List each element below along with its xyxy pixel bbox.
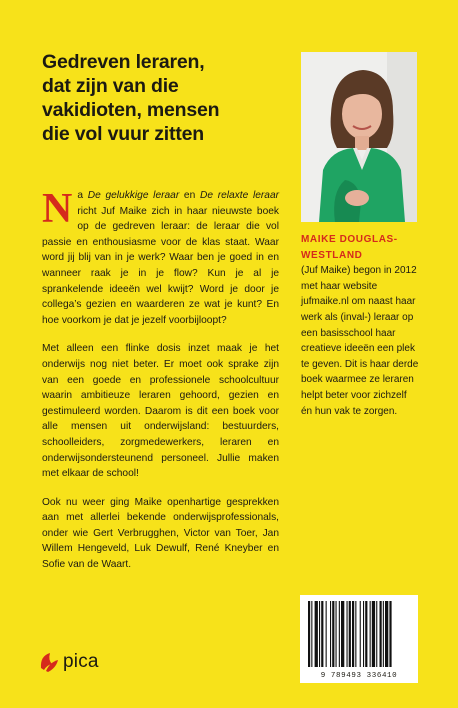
barcode-stripe xyxy=(349,601,351,667)
blurb-text: en xyxy=(179,190,200,201)
blurb xyxy=(42,188,279,586)
barcode-stripe xyxy=(380,601,382,667)
author-name: MAIKE DOUGLAS-WESTLAND xyxy=(301,234,398,261)
barcode-stripe xyxy=(385,601,388,667)
barcode-stripe xyxy=(383,601,384,667)
book-title: De relaxte leraar xyxy=(199,190,280,201)
isbn-number: 9 789493 336410 xyxy=(320,672,398,680)
barcode-stripe xyxy=(365,601,367,667)
barcode-stripe xyxy=(336,601,337,667)
headline-line: Gedreven leraren, xyxy=(42,51,205,73)
barcode-bars xyxy=(300,595,418,671)
headline-line: die vol vuur zitten xyxy=(42,123,204,145)
headline-line: dat zijn van die xyxy=(42,75,179,97)
barcode-stripe xyxy=(330,601,331,667)
barcode-stripe xyxy=(321,601,323,667)
barcode-stripe xyxy=(339,601,340,667)
barcode-stripe xyxy=(347,601,348,667)
pica-leaf-logo-icon xyxy=(38,650,60,674)
blurb-text: richt Juf Maike zich in haar nieuwste boek op de gedreven leraar: de leraar die vol passie en enthousiasme voor de klas staat. Waar word jij blij van in je werk? Waar ben je goed in en wanneer raak je in je flow? Kun je al je sprankelende ideeën wel kwijt? Word je door je collega’s gezien en waarderen ze wat je kunt? En hoe voorkom je dat je jezelf voorbijloopt? xyxy=(42,205,279,326)
barcode-stripe xyxy=(311,601,312,667)
barcode-stripe xyxy=(315,601,318,667)
book-title: De gelukkige leraar xyxy=(87,190,180,201)
barcode-stripe xyxy=(363,601,364,667)
headline xyxy=(42,50,282,146)
barcode-stripe xyxy=(352,601,354,667)
publisher-name: pica xyxy=(63,651,99,672)
blurb-paragraph xyxy=(42,188,279,328)
barcode-stripe xyxy=(372,601,375,667)
author-bio xyxy=(301,232,419,419)
barcode-stripe xyxy=(319,601,320,667)
headline-line: vakidioten, mensen xyxy=(42,99,220,121)
author-photo xyxy=(301,52,417,222)
barcode-stripe xyxy=(326,601,327,667)
barcode-stripe xyxy=(376,601,377,667)
blurb-text: a xyxy=(77,190,88,201)
blurb-paragraph: Met alleen een flinke dosis inzet maak je het onderwijs nog niet beter. Er moet ook sprake zijn van een goede en professionele schoolcultuur waarin ambitieuze leraren gehoord, gezien en gestimuleerd worden. Daarom is dit een boek voor alle mensen uit onderwijsland: bestuurders, schoolleiders, zorgmedewerkers, leraren en onderwijsondersteunend personeel. Jullie maken met elkaar de school! xyxy=(42,343,279,480)
barcode-stripe xyxy=(360,601,361,667)
barcode-stripe xyxy=(332,601,334,667)
barcode-stripe xyxy=(389,601,391,667)
barcode-stripe xyxy=(341,601,344,667)
blurb-paragraph: Ook nu weer ging Maike openhartige gesprekken aan met allerlei bekende onderwijsprofessionals, onder wie Gert Verbrugghen, Victor van Toer, Jan Willem Hengeveld, Luk Dewulf, René Kneyber en Sofie van de Waart. xyxy=(42,496,279,571)
drop-cap: N xyxy=(42,186,73,232)
barcode xyxy=(300,595,418,683)
author-portrait-illustration xyxy=(301,52,417,222)
barcode-stripe xyxy=(355,601,356,667)
publisher-logo xyxy=(38,648,99,676)
barcode-stripe xyxy=(370,601,371,667)
barcode-stripe xyxy=(308,601,310,667)
author-bio-text: (Juf Maike) begon in 2012 met haar website jufmaike.nl om naast haar werk als (inval-) leraar op een basisschool haar creatieve ideeën een plek te geven. Dit is haar derde boek waarmee ze leraren helpt beter voor zichzelf én hun vak te zorgen. xyxy=(301,265,419,417)
